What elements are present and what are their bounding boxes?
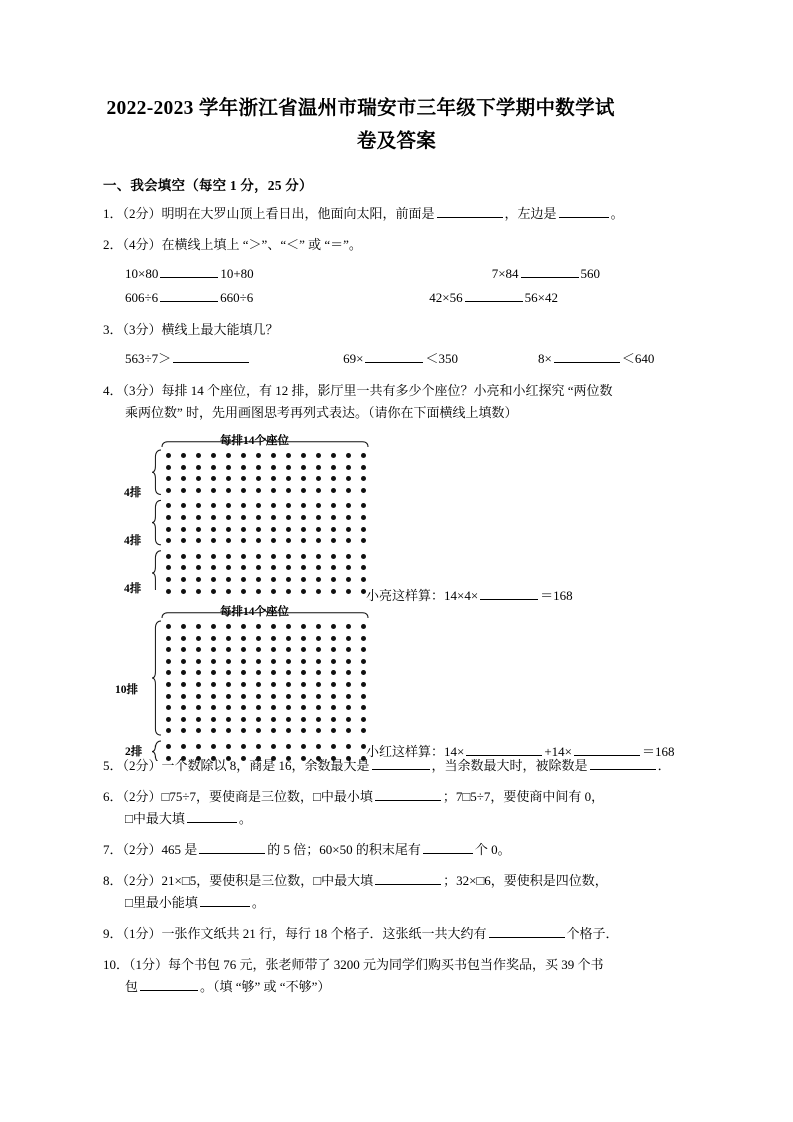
q3-item3-post: ＜640 (621, 351, 655, 366)
q3-item2-pre: 69× (343, 351, 364, 366)
q3-item3-blank[interactable] (554, 349, 620, 363)
question-10-blank[interactable] (140, 977, 198, 991)
question-8-score: （2分） (122, 873, 162, 888)
q2-r1-left-b: 10+80 (220, 266, 254, 281)
question-1-number: 1． (103, 206, 123, 221)
q2-r1-left-a: 10×80 (125, 266, 159, 281)
q3-item3-pre: 8× (538, 351, 552, 366)
question-10 (0, 954, 793, 998)
question-6-text-a: □75÷7，要使商是三位数，□中最小填 (161, 789, 373, 804)
q2-r1-blank-2[interactable] (521, 264, 579, 278)
question-8-text-b: ；32×□6，要使积是四位数， (443, 873, 608, 888)
question-10-score: （1分） (129, 957, 169, 972)
brace-stroke (152, 621, 161, 735)
seat-diagram-1 (103, 430, 711, 603)
question-5-number: 5． (103, 758, 123, 773)
brace-stroke (152, 450, 161, 494)
seat-diagram-1-brace-label-1: 4排 (124, 487, 142, 499)
question-7-text-a: 465 是 (161, 842, 198, 857)
brace-stroke (152, 500, 161, 544)
question-6-blank-1[interactable] (375, 787, 441, 801)
question-6-text-b: ；7□5÷7，要使商中间有 0， (442, 789, 605, 804)
xiaoliang-equation-post: ＝168 (540, 588, 573, 603)
question-1-score: （2分） (122, 206, 162, 221)
question-7-score: （2分） (122, 842, 162, 857)
xiaohong-equation-post: ＝168 (642, 744, 675, 759)
question-9-score: （1分） (122, 926, 162, 941)
q2-r2-right-b: 56×42 (524, 290, 558, 305)
q2-r2-left-b: 660÷6 (220, 290, 254, 305)
q2-r2-blank[interactable] (160, 288, 218, 302)
page-title-line1: 2022-2023 学年浙江省温州市瑞安市三年级下学期中数学试 (106, 98, 615, 119)
question-10-text-c: 。（填 “够” 或 “不够”） (200, 979, 331, 994)
question-8-line-2 (103, 892, 711, 914)
question-9-blank[interactable] (489, 924, 565, 938)
question-6 (0, 786, 793, 830)
question-5-text-b: ，当余数最大时，被除数是 (431, 758, 588, 773)
question-4-number: 4． (103, 383, 123, 398)
question-5-blank-2[interactable] (590, 756, 656, 770)
question-6-score: （2分） (122, 789, 162, 804)
question-6-text-d: 。 (238, 811, 252, 826)
question-6-text-c: □中最大填 (125, 811, 185, 826)
question-1-text-c: 。 (610, 206, 624, 221)
question-4 (0, 380, 793, 759)
page-title-line2: 卷及答案 (356, 131, 437, 152)
brace-stroke (162, 609, 368, 618)
question-7-text-c: 个 0。 (474, 842, 511, 857)
question-9-text-b: 个格子． (566, 926, 619, 941)
question-5-text-c: ． (657, 758, 671, 773)
question-8-text-a: 21×□5，要使积是三位数，□中最大填 (161, 873, 374, 888)
question-3-text-a: 横线上最大能填几？ (161, 322, 279, 337)
question-10-text-a: 每个书包 76 元，张老师带了 3200 元为同学们购买书包当作奖品，买 39 个书 (168, 957, 604, 972)
question-2-comparison-grid (103, 262, 711, 310)
xiaoliang-equation-pre: 小亮这样算：14×4× (366, 588, 479, 603)
q3-item1-pre: 563÷7＞ (125, 351, 172, 366)
seat-diagram-2-brace-label-2: 2排 (125, 746, 143, 758)
brace-stroke (152, 551, 161, 590)
question-9 (0, 923, 793, 945)
question-5-score: （2分） (122, 758, 162, 773)
q3-item1-blank[interactable] (173, 349, 249, 363)
xiaoliang-equation-blank[interactable] (480, 586, 538, 600)
question-7-number: 7． (103, 842, 123, 857)
q2-r2-right-a: 42×56 (429, 290, 463, 305)
q2-r2-left-a: 606÷6 (125, 290, 159, 305)
seat-diagram-2-caption: 每排14个座位 (220, 606, 289, 618)
question-2-row-1 (125, 262, 711, 286)
question-7-text-b: 的 5 倍；60×50 的积末尾有 (267, 842, 421, 857)
seat-diagram-1-braces (103, 430, 403, 590)
question-6-blank-2[interactable] (187, 809, 237, 823)
xiaohong-equation-mid: +14× (544, 744, 573, 759)
question-5-text-a: 一个数除以 8，商是 16，余数最大是 (161, 758, 370, 773)
seat-diagram-2-brace-label-1: 10排 (115, 684, 138, 696)
brace-stroke (162, 438, 368, 447)
xiaohong-equation-blank-1[interactable] (466, 742, 542, 756)
question-1-text-b: ，左边是 (504, 206, 557, 221)
question-6-number: 6． (103, 789, 123, 804)
question-8-blank-2[interactable] (200, 893, 250, 907)
q3-item2-post: ＜350 (425, 351, 458, 366)
question-3-score: （3分） (122, 322, 162, 337)
seat-diagram-2 (103, 601, 711, 759)
question-3 (0, 319, 793, 371)
question-5-blank-1[interactable] (372, 756, 430, 770)
xiaohong-equation-pre: 小红这样算：14× (366, 744, 465, 759)
question-1-text-a: 明明在大罗山顶上看日出，他面向太阳，前面是 (161, 206, 435, 221)
question-10-number: 10． (103, 957, 130, 972)
question-3-items (103, 347, 711, 371)
question-9-text-a: 一张作文纸共 21 行，每行 18 个格子．这张纸一共大约有 (161, 926, 487, 941)
question-2-text-a: 在横线上填上 “＞”、“＜” 或 “＝”。 (161, 237, 362, 252)
xiaohong-equation-blank-2[interactable] (574, 742, 640, 756)
question-1 (0, 203, 793, 225)
seat-diagram-2-braces (103, 601, 403, 761)
question-8-text-d: 。 (251, 895, 265, 910)
q2-r1-right-a: 7×84 (491, 266, 519, 281)
question-2-score: （4分） (122, 237, 162, 252)
question-4-text-a: 每排 14 个座位，有 12 排，影厅里一共有多少个座位？小亮和小红探究 “两位数 (161, 383, 613, 398)
question-list (0, 203, 793, 998)
question-1-blank-2[interactable] (559, 204, 609, 218)
question-8-number: 8． (103, 873, 123, 888)
question-3-number: 3． (103, 322, 123, 337)
q2-r2-blank-2[interactable] (465, 288, 523, 302)
question-7-blank-1[interactable] (199, 840, 265, 854)
question-2 (0, 234, 793, 310)
question-6-line-2 (103, 808, 711, 830)
question-5 (0, 755, 793, 777)
question-2-row-2 (125, 286, 711, 310)
question-10-text-b: 包 (125, 979, 139, 994)
seat-diagram-1-caption: 每排14个座位 (220, 435, 289, 447)
question-1-blank-1[interactable] (437, 204, 503, 218)
question-10-line-2 (103, 976, 711, 998)
question-4-score: （3分） (122, 383, 162, 398)
question-4-text-b: 乘两位数” 时，先用画图思考再列式表达。（请你在下面横线上填数） (125, 405, 518, 420)
question-8-text-c: □里最小能填 (125, 895, 198, 910)
question-8-blank-1[interactable] (375, 871, 441, 885)
question-3-row (125, 347, 711, 371)
q2-r1-blank[interactable] (160, 264, 218, 278)
q3-item2-blank[interactable] (365, 349, 423, 363)
question-7-blank-2[interactable] (423, 840, 473, 854)
section-heading-fill-in-blanks: 一、我会填空（每空 1 分，25 分） (103, 178, 313, 193)
question-8 (0, 870, 793, 914)
q2-r1-right-b: 560 (580, 266, 601, 281)
question-9-number: 9． (103, 926, 123, 941)
question-2-number: 2． (103, 237, 123, 252)
seat-diagram-1-brace-label-3: 4排 (124, 583, 142, 595)
page-title (107, 0, 687, 158)
seat-diagram-1-brace-label-2: 4排 (124, 535, 142, 547)
question-7 (0, 839, 793, 861)
